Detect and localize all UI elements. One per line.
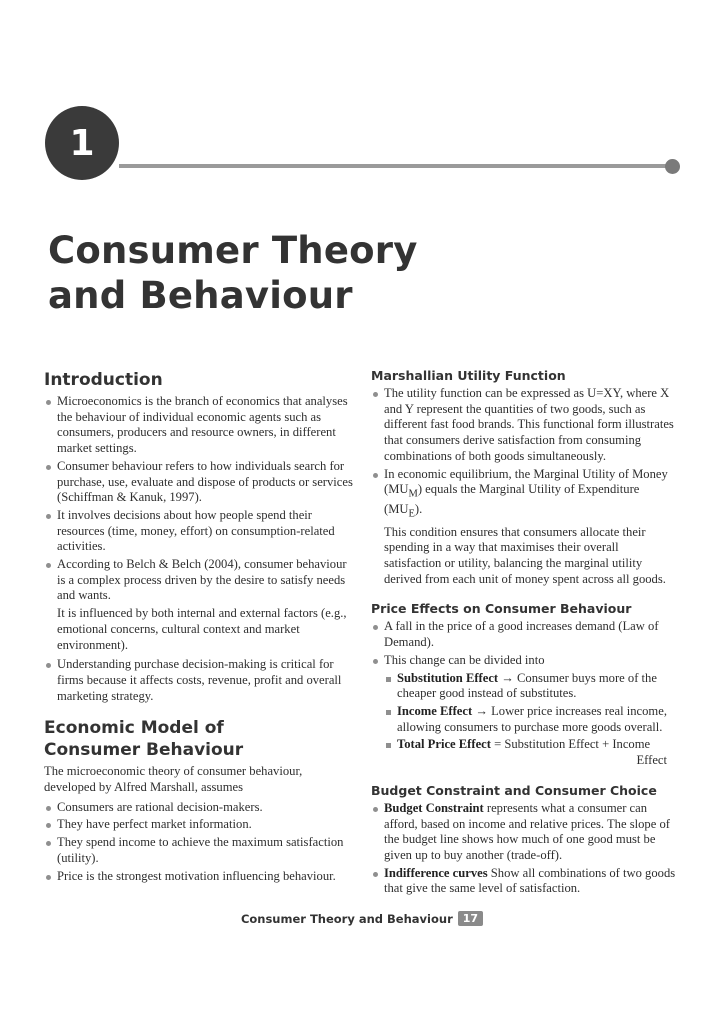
income-effect-text: Lower price increases real income, allowing consumers to purchase more goods overall. [397,703,667,734]
sublist-item [384,671,679,702]
list-item: They have perfect market information. [44,817,354,833]
list-item [371,866,679,897]
marshallian-note: This condition ensures that consumers allocate their spending in a way that maximises their overall satisfaction or utility, balancing the marginal utility derived from each unit of money spent across all goods. [384,524,666,586]
chapter-rule-end-dot [665,159,680,174]
economic-model-heading [44,717,354,761]
footer-running-title: Consumer Theory and Behaviour [240,911,453,926]
chapter-rule [119,164,672,168]
list-item: Consumers are rational decision-makers. [44,800,354,816]
page-number: 17 [458,911,483,926]
list-item [371,801,679,864]
budget-heading: Budget Constraint and Consumer Choice [371,782,657,798]
economic-model-heading-line-1: Economic Model of [44,718,224,739]
substitution-effect-term: Substitution Effect [397,670,499,685]
chapter-title-line-2: and Behaviour [48,274,353,317]
chapter-number: 1 [69,122,95,164]
arrow-icon: → [475,703,488,718]
list-item: Price is the strongest motivation influencing behaviour. [44,869,354,885]
list-item: Microeconomics is the branch of economics that analyses the behaviour of individual economic agents such as consumers, producers and resource owners, in different market settings. [44,394,354,457]
marshallian-list [371,386,679,523]
sublist-item [384,737,679,768]
equilibrium-text-b: ) equals the Marginal Utility of Expenditure (MU [384,482,640,517]
list-item: Consumer behaviour refers to how individuals search for purchase, use, evaluate and dispose of products or services (Schiffman & Kanuk, 1997). [44,459,354,506]
price-effects-sublist [384,671,679,769]
list-item [371,467,679,523]
subscript-e: E [408,508,415,520]
list-item: The utility function can be expressed as U=XY, where X and Y represent the quantities of two goods, such as different fast food brands. This functional form illustrates that consumers derive satisfaction from consuming combinations of both goods simultaneously. [371,386,679,465]
budget-list [371,801,679,897]
substitution-effect-text: Consumer buys more of the cheaper good instead of substitutes. [397,670,657,701]
total-price-effect-term: Total Price Effect [397,737,491,752]
budget-constraint-text: represents what a consumer can afford, based on income and relative prices. The slope of the budget line shows how much of one good must be given up to buy another (trade-off). [384,800,670,862]
economic-model-intro: The microeconomic theory of consumer behaviour, developed by Alfred Marshall, assumes [44,764,303,795]
introduction-list-continued [44,657,354,704]
left-column [44,369,354,886]
list-item: A fall in the price of a good increases demand (Law of Demand). [371,619,679,650]
list-item: They spend income to achieve the maximum satisfaction (utility). [44,835,354,866]
list-item: Understanding purchase decision-making is critical for firms because it affects costs, revenue, profit and overall marketing strategy. [44,657,354,704]
indifference-curves-term: Indifference curves [384,865,488,880]
introduction-note: It is influenced by both internal and external factors (e.g., emotional concerns, cultural context and market environment). [57,606,347,652]
equilibrium-text-c: ). [414,502,423,517]
chapter-number-badge [45,106,119,180]
introduction-list [44,394,354,604]
price-effects-heading: Price Effects on Consumer Behaviour [371,601,632,617]
total-price-effect-text: = Substitution Effect + Income [494,737,651,752]
equilibrium-text-a: In economic equilibrium, the Marginal Utility of Money (MU [384,466,668,497]
price-effects-division-text: This change can be divided into [384,652,545,667]
budget-constraint-term: Budget Constraint [384,800,484,815]
chapter-title [48,228,418,318]
right-column [371,367,679,899]
list-item [371,653,679,769]
chapter-title-line-1: Consumer Theory [48,229,418,272]
sublist-item [384,704,679,735]
economic-model-list [44,800,354,885]
economic-model-heading-line-2: Consumer Behaviour [44,740,244,761]
price-effects-list [371,619,679,768]
list-item: According to Belch & Belch (2004), consumer behaviour is a complex process driven by the desire to satisfy needs and wants. [44,557,354,604]
income-effect-term: Income Effect [397,703,473,718]
marshallian-heading: Marshallian Utility Function [371,368,566,383]
indifference-curves-text: Show all combinations of two goods that give the same level of satisfaction. [384,865,676,896]
total-price-effect-tail: Effect [636,753,667,768]
list-item: It involves decisions about how people spend their resources (time, money, effort) on consumption-related activities. [44,508,354,555]
introduction-heading: Introduction [44,370,163,390]
subscript-m: M [408,488,418,500]
page-footer [0,911,724,926]
arrow-icon: → [501,670,514,685]
